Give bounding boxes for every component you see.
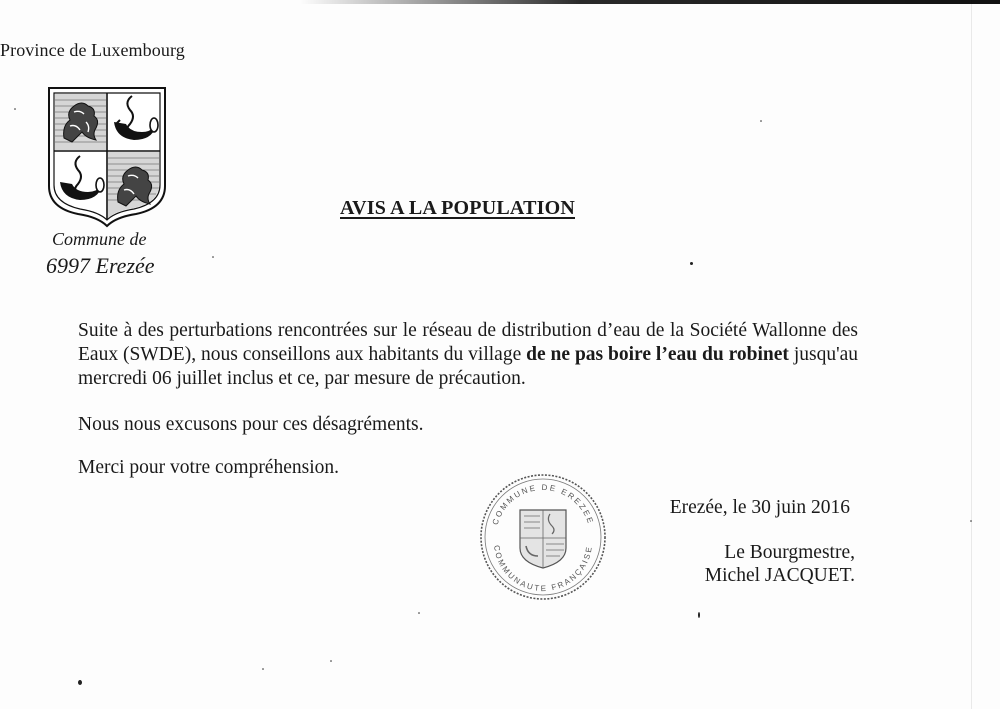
commune-label: Commune de — [52, 229, 147, 249]
scan-speck — [262, 668, 264, 670]
paragraph-bold-warning: de ne pas boire l’eau du robinet — [526, 344, 789, 365]
scan-speck — [970, 520, 972, 522]
scan-speck — [14, 108, 16, 110]
scan-top-edge — [300, 0, 1000, 4]
signatory-role: Le Bourgmestre, — [724, 542, 855, 563]
official-stamp-seal — [476, 470, 610, 604]
signatory-name: Michel JACQUET. — [704, 565, 855, 586]
scan-speck — [212, 256, 214, 258]
scan-speck — [418, 612, 420, 614]
notice-paragraph — [78, 319, 858, 391]
stamp-top-text: COMMUNE DE EREZEE — [490, 482, 596, 526]
place-and-date: Erezée, le 30 juin 2016 — [669, 497, 850, 518]
coat-of-arms-logo — [46, 86, 168, 228]
apology-line: Nous nous excusons pour ces désagréments. — [78, 414, 424, 435]
scan-right-edge — [971, 0, 972, 709]
scan-speck — [690, 262, 693, 265]
paragraph-text-part1: Suite à des perturbations rencontrées sur le réseau de distribution d’eau de la Société Wallonne des Eaux (SWDE), nous conseillons aux habitants du village — [78, 320, 858, 365]
province-heading: Province de Luxembourg — [0, 40, 185, 60]
scan-speck — [78, 680, 82, 685]
stamp-bottom-text: COMMUNAUTE FRANÇAISE — [492, 544, 594, 594]
scan-speck — [698, 612, 700, 618]
commune-name: 6997 Erezée — [46, 253, 155, 278]
thanks-line: Merci pour votre compréhension. — [78, 457, 340, 478]
scan-speck — [760, 120, 762, 122]
lion-quarter-top-left — [55, 94, 106, 150]
scan-speck — [330, 660, 332, 662]
paragraph-text-part2: jusqu'au mercredi 06 juillet inclus et ce, par mesure de précaution. — [78, 344, 858, 389]
notice-title: AVIS A LA POPULATION — [340, 197, 575, 219]
